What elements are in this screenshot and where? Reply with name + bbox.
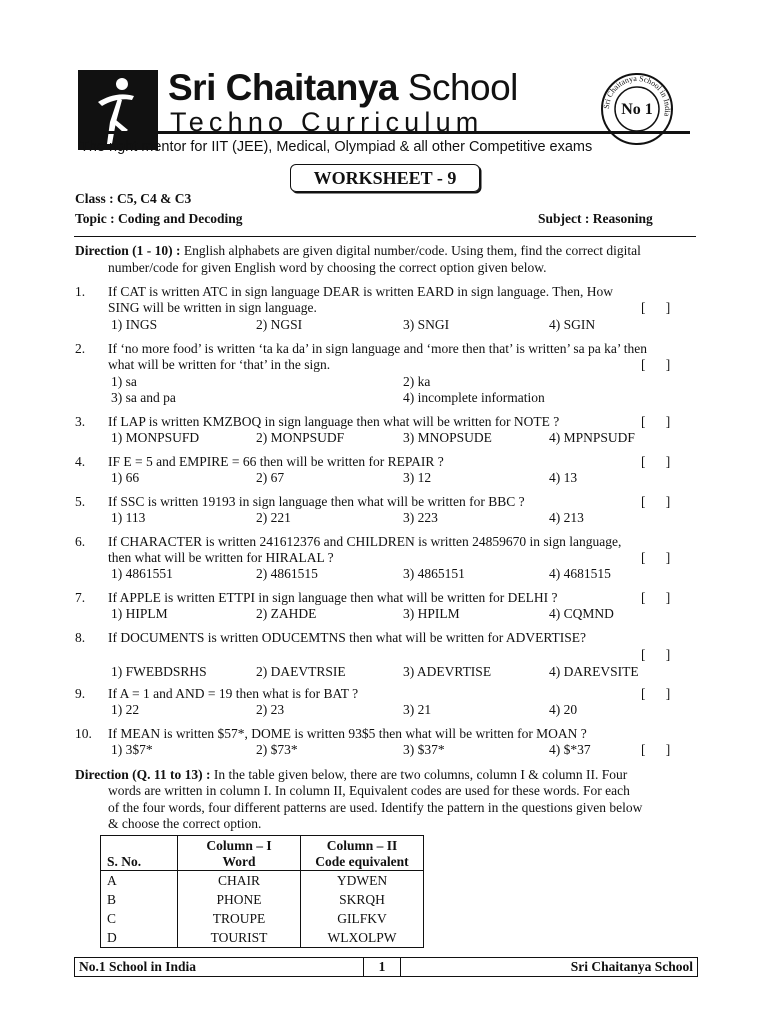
cell-code: GILFKV xyxy=(301,909,424,928)
question-1-option-1: 1) INGS xyxy=(111,317,158,332)
cell-sno: D xyxy=(101,928,178,948)
cell-sno: A xyxy=(101,871,178,891)
question-9-option-4: 4) 20 xyxy=(549,702,578,717)
question-4-option-3: 3) 12 xyxy=(403,470,432,485)
worksheet-title: WORKSHEET - 9 xyxy=(290,164,480,192)
question-3-option-2: 2) MONPSUDF xyxy=(256,430,345,445)
class-label: Class : C5, C4 & C3 xyxy=(75,191,192,206)
direction-2-line2: words are written in column I. In column II, Equivalent codes are used for these words. For each xyxy=(108,783,630,798)
question-6-text: then what will be written for HIRALAL ? xyxy=(108,550,334,565)
cell-code: YDWEN xyxy=(301,871,424,891)
question-1-option-4: 4) SGIN xyxy=(549,317,596,332)
direction-2-label: Direction (Q. 11 to 13) : xyxy=(75,767,211,782)
question-1-option-3: 3) SNGI xyxy=(403,317,450,332)
question-8-number: 8. xyxy=(75,630,86,645)
question-6-text: If CHARACTER is written 241612376 and CHILDREN is written 24859670 in sign language, xyxy=(108,534,622,549)
question-3-option-1: 1) MONPSUFD xyxy=(111,430,200,445)
question-8-text: If DOCUMENTS is written ODUCEMTNS then what will be written for ADVERTISE? xyxy=(108,630,587,645)
question-10-option-3: 3) $37* xyxy=(403,742,445,757)
topic-label: Topic : Coding and Decoding xyxy=(75,211,243,226)
question-6-answer-bracket: [ ] xyxy=(641,550,671,565)
brand-school: School xyxy=(407,67,518,108)
question-6-option-2: 2) 4861515 xyxy=(256,566,318,581)
question-1-text: If CAT is written ATC in sign language DEAR is written EARD in sign language. Then, How xyxy=(108,284,613,299)
question-4-answer-bracket: [ ] xyxy=(641,454,671,469)
question-2-option-1: 1) sa xyxy=(111,374,137,389)
header-rule xyxy=(78,131,690,134)
question-8-option-2: 2) DAEVTRSIE xyxy=(256,664,346,679)
question-9-option-3: 3) 21 xyxy=(403,702,432,717)
header-column-2: Column – II Code equivalent xyxy=(301,836,424,871)
question-9-number: 9. xyxy=(75,686,86,701)
question-5-option-1: 1) 113 xyxy=(111,510,146,525)
question-2-option-4: 4) incomplete information xyxy=(403,390,545,405)
question-4-number: 4. xyxy=(75,454,86,469)
cell-code: WLXOLPW xyxy=(301,928,424,948)
question-4-option-4: 4) 13 xyxy=(549,470,578,485)
question-7-number: 7. xyxy=(75,590,86,605)
question-4-option-2: 2) 67 xyxy=(256,470,285,485)
seal-inner-text: No 1 xyxy=(621,101,653,118)
direction-2 xyxy=(75,767,627,783)
brand-name: Sri Chaitanya xyxy=(168,67,398,108)
question-2-answer-bracket: [ ] xyxy=(641,357,671,372)
cell-code: SKRQH xyxy=(301,890,424,909)
question-2-option-2: 2) ka xyxy=(403,374,431,389)
question-3-number: 3. xyxy=(75,414,86,429)
brand-title xyxy=(168,66,518,110)
brand-subtitle: Techno Curriculum xyxy=(170,107,484,137)
footer-right: Sri Chaitanya School xyxy=(570,959,693,974)
page-number: 1 xyxy=(363,958,401,976)
question-2-text: If ‘no more food’ is written ‘ta ka da’ in sign language and ‘more then that’ is written’ sa pa ka’ then xyxy=(108,341,647,356)
direction-2-text: In the table given below, there are two columns, column I & column II. Four xyxy=(210,767,628,782)
direction-1 xyxy=(75,243,641,259)
question-1-number: 1. xyxy=(75,284,86,299)
question-5-option-2: 2) 221 xyxy=(256,510,291,525)
question-10-number: 10. xyxy=(75,726,92,741)
question-6-option-1: 1) 4861551 xyxy=(111,566,173,581)
question-9-option-1: 1) 22 xyxy=(111,702,140,717)
question-5-option-3: 3) 223 xyxy=(403,510,438,525)
question-1-text: SING will be written in sign language. xyxy=(108,300,317,315)
question-3-text: If LAP is written KMZBOQ in sign language then what will be written for NOTE ? xyxy=(108,414,560,429)
question-2-text: what will be written for ‘that’ in the sign. xyxy=(108,357,331,372)
question-7-option-3: 3) HPILM xyxy=(403,606,460,621)
footer-left: No.1 School in India xyxy=(79,959,197,974)
question-10-answer-bracket: [ ] xyxy=(641,742,671,757)
question-9-text: If A = 1 and AND = 19 then what is for BAT ? xyxy=(108,686,359,701)
question-10-option-2: 2) $73* xyxy=(256,742,298,757)
question-9-answer-bracket: [ ] xyxy=(641,686,671,701)
footer xyxy=(74,957,698,977)
header-column-1: Column – I Word xyxy=(178,836,301,871)
table-body xyxy=(101,871,424,948)
question-6-option-4: 4) 4681515 xyxy=(549,566,611,581)
code-table xyxy=(100,835,424,948)
question-1-option-2: 2) NGSI xyxy=(256,317,303,332)
table-row xyxy=(101,928,424,948)
question-10-option-1: 1) 3$7* xyxy=(111,742,153,757)
question-2-number: 2. xyxy=(75,341,86,356)
question-10-option-4: 4) $*37 xyxy=(549,742,591,757)
question-10-text: If MEAN is written $57*, DOME is written 93$5 then what will be written for MOAN ? xyxy=(108,726,587,741)
question-6-option-3: 3) 4865151 xyxy=(403,566,465,581)
question-7-option-4: 4) CQMND xyxy=(549,606,614,621)
question-6-number: 6. xyxy=(75,534,86,549)
direction-1-line2: number/code for given English word by choosing the correct option given below. xyxy=(108,260,547,275)
question-3-option-4: 4) MPNPSUDF xyxy=(549,430,635,445)
direction-2-line3: of the four words, four different patterns are used. Identify the pattern in the questions given below xyxy=(108,800,643,815)
question-9-option-2: 2) 23 xyxy=(256,702,285,717)
question-7-text: If APPLE is written ETTPI in sign language then what will be written for DELHI ? xyxy=(108,590,558,605)
question-1-answer-bracket: [ ] xyxy=(641,300,671,315)
question-8-option-1: 1) FWEBDSRHS xyxy=(111,664,207,679)
question-5-option-4: 4) 213 xyxy=(549,510,584,525)
direction-1-text: English alphabets are given digital number/code. Using them, find the correct digital xyxy=(180,243,641,258)
question-7-answer-bracket: [ ] xyxy=(641,590,671,605)
question-3-option-3: 3) MNOPSUDE xyxy=(403,430,492,445)
cell-sno: B xyxy=(101,890,178,909)
school-seal-icon xyxy=(600,72,674,146)
cell-word: TOURIST xyxy=(178,928,301,948)
table-row xyxy=(101,890,424,909)
question-5-text: If SSC is written 19193 in sign language then what will be written for BBC ? xyxy=(108,494,525,509)
table-row xyxy=(101,871,424,891)
question-4-text: IF E = 5 and EMPIRE = 66 then will be written for REPAIR ? xyxy=(108,454,444,469)
question-2-option-3: 3) sa and pa xyxy=(111,390,176,405)
subject-label: Subject : Reasoning xyxy=(538,211,653,226)
cell-word: CHAIR xyxy=(178,871,301,891)
seal-text: Sri Chaitanya School in India xyxy=(601,73,673,118)
question-5-number: 5. xyxy=(75,494,86,509)
cell-word: PHONE xyxy=(178,890,301,909)
question-7-option-2: 2) ZAHDE xyxy=(256,606,317,621)
direction-2-line4: & choose the correct option. xyxy=(108,816,262,831)
question-4-option-1: 1) 66 xyxy=(111,470,140,485)
table-header-row xyxy=(101,836,424,871)
cell-word: TROUPE xyxy=(178,909,301,928)
question-8-answer-bracket: [ ] xyxy=(641,647,671,662)
question-8-option-3: 3) ADEVRTISE xyxy=(403,664,492,679)
cell-sno: C xyxy=(101,909,178,928)
header-sno: S. No. xyxy=(101,836,178,871)
question-7-option-1: 1) HIPLM xyxy=(111,606,168,621)
question-5-answer-bracket: [ ] xyxy=(641,494,671,509)
table-row xyxy=(101,909,424,928)
tagline: The right mentor for IIT (JEE), Medical, Olympiad & all other Competitive exams xyxy=(80,139,593,155)
separator-line xyxy=(74,236,696,237)
direction-1-label: Direction (1 - 10) : xyxy=(75,243,181,258)
question-8-option-4: 4) DAREVSITE xyxy=(549,664,639,679)
question-3-answer-bracket: [ ] xyxy=(641,414,671,429)
